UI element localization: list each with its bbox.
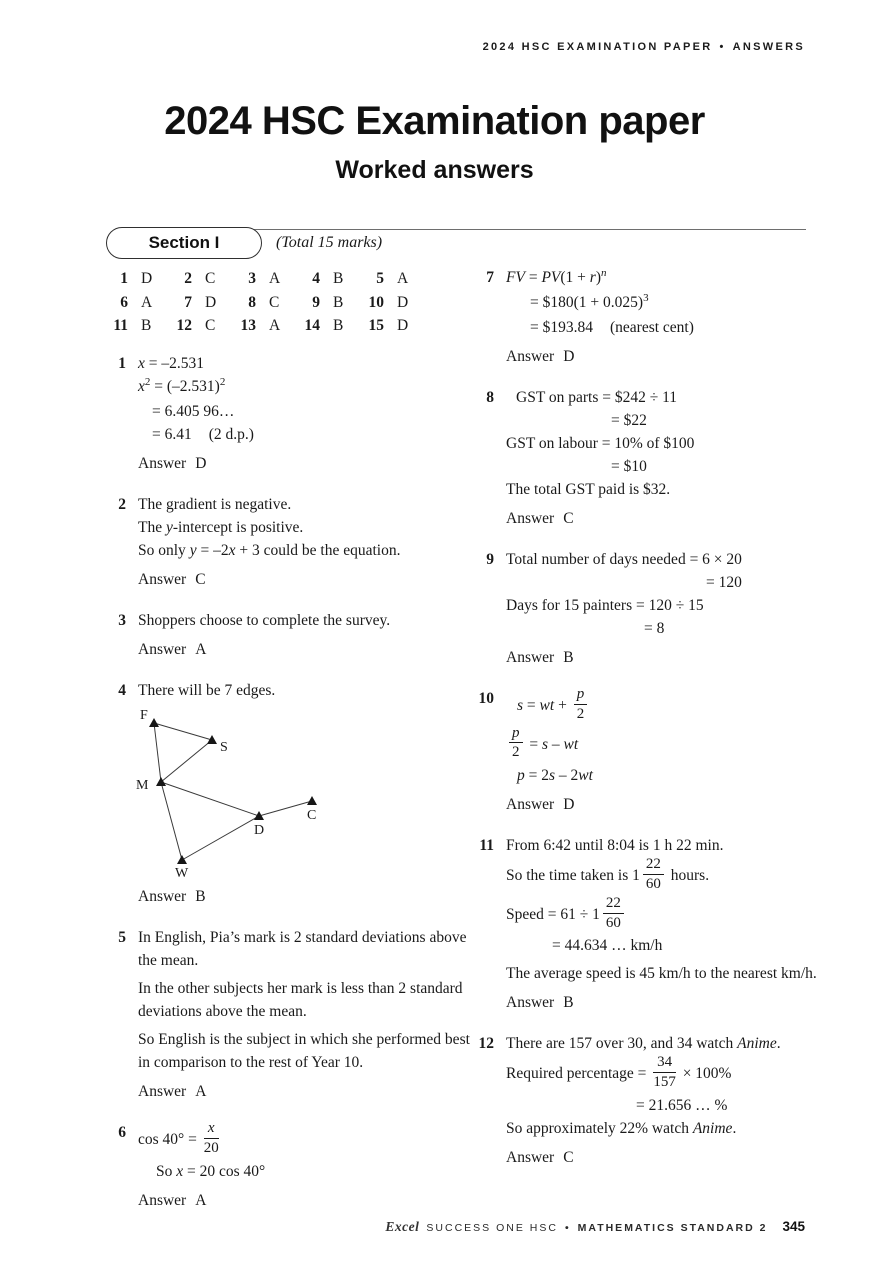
section-header xyxy=(106,227,806,261)
fraction-numerator: p xyxy=(509,725,523,744)
question-6 xyxy=(100,1121,472,1212)
answer-letter: D xyxy=(195,455,207,472)
grid-number: 15 xyxy=(368,317,384,334)
grid-cell xyxy=(234,315,298,338)
question-7 xyxy=(468,266,824,368)
text-line: There will be 7 edges. xyxy=(138,682,276,699)
math-line xyxy=(138,375,472,400)
grid-letter: A xyxy=(269,270,281,287)
edge-M-W xyxy=(161,782,182,860)
question-number: 3 xyxy=(118,612,126,629)
question-1 xyxy=(100,352,472,475)
grid-letter: A xyxy=(141,293,153,311)
answer-letter: B xyxy=(563,994,574,1012)
answer-line xyxy=(506,646,824,669)
answer-line xyxy=(138,885,472,908)
grid-number: 8 xyxy=(248,293,256,311)
fraction-denominator: 157 xyxy=(653,1074,676,1091)
fraction-denominator: 20 xyxy=(203,1139,219,1156)
answer-label: Answer xyxy=(506,994,555,1012)
grid-letter: B xyxy=(333,317,344,334)
math-note: (nearest cent) xyxy=(610,319,694,336)
network-graph-figure xyxy=(134,707,344,879)
math-line: Total number of days needed = 6 × 20 xyxy=(506,551,742,568)
question-body xyxy=(138,609,472,661)
edge-M-S xyxy=(161,740,212,782)
text-line: From 6:42 until 8:04 is 1 h 22 min. xyxy=(506,837,724,855)
grid-letter: C xyxy=(205,270,216,287)
grid-letter: B xyxy=(333,270,344,287)
grid-number: 4 xyxy=(312,270,320,287)
math-line: = 21.656 … % xyxy=(636,1096,728,1114)
math-text: = xyxy=(525,735,542,753)
grid-number: 11 xyxy=(113,317,128,334)
running-header-left: 2024 HSC EXAMINATION PAPER xyxy=(482,41,713,53)
math-text: = $180(1 + 0.025) xyxy=(530,294,644,311)
text: So approximately 22% watch xyxy=(506,1119,693,1137)
footer-subject: MATHEMATICS STANDARD 2 xyxy=(577,1222,768,1234)
answer-letter: B xyxy=(195,888,206,905)
grid-number: 9 xyxy=(312,293,320,311)
question-number: 5 xyxy=(118,929,126,946)
text-line: Shoppers choose to complete the survey. xyxy=(138,612,391,629)
question-body xyxy=(138,679,472,908)
answer-letter: C xyxy=(563,1148,574,1166)
paragraph: In English, Pia’s mark is 2 standard deviations above the mean. xyxy=(138,929,467,969)
math-line xyxy=(138,1121,472,1160)
math-text: = 2 xyxy=(524,767,549,785)
answer-letter: C xyxy=(195,571,206,588)
answer-letter: B xyxy=(563,649,574,666)
math-line: = 44.634 … km/h xyxy=(552,937,663,955)
math-var: wt xyxy=(563,735,579,753)
math-var: s xyxy=(517,696,524,714)
fraction xyxy=(204,1120,219,1157)
grid-cell xyxy=(106,292,170,315)
math-text: So xyxy=(156,1162,177,1180)
answer-label: Answer xyxy=(506,649,555,666)
section-total-marks: (Total 15 marks) xyxy=(276,234,383,251)
math-var: p xyxy=(517,767,525,785)
math-line xyxy=(530,291,824,316)
math-line: = 120 xyxy=(706,574,742,591)
math-line xyxy=(506,1055,824,1094)
question-10 xyxy=(468,687,824,816)
superscript: 2 xyxy=(144,376,151,388)
italic-text: Anime xyxy=(692,1119,733,1137)
text-line xyxy=(506,1032,824,1055)
fraction-numerator: x xyxy=(204,1120,219,1139)
math-text: hours. xyxy=(666,867,710,885)
grid-number: 5 xyxy=(376,270,384,287)
vertex-C xyxy=(307,796,317,805)
math-text: = –2.531 xyxy=(144,355,205,372)
grid-number: 10 xyxy=(368,293,384,311)
math-var: y xyxy=(165,519,173,536)
text: There are 157 over 30, and 34 watch xyxy=(506,1035,738,1053)
edge-M-D xyxy=(161,782,259,816)
grid-cell xyxy=(298,315,362,338)
grid-number: 3 xyxy=(248,270,256,287)
math-line: Days for 15 painters = 120 ÷ 15 xyxy=(506,597,704,614)
vertex-F xyxy=(149,718,159,727)
answer-line xyxy=(138,638,472,661)
question-body xyxy=(138,493,472,591)
math-line xyxy=(506,726,824,765)
math-var: s xyxy=(549,767,556,785)
answer-line xyxy=(138,568,472,591)
fraction-denominator: 2 xyxy=(512,744,520,761)
question-body xyxy=(506,548,824,669)
math-var: x xyxy=(138,378,145,395)
text-line xyxy=(506,1117,824,1140)
question-number: 9 xyxy=(486,551,494,568)
fraction xyxy=(643,856,664,893)
answer-label: Answer xyxy=(138,455,187,472)
answer-label: Answer xyxy=(506,796,555,814)
text: + 3 could be the equation. xyxy=(235,542,401,559)
superscript: n xyxy=(601,267,607,279)
fraction xyxy=(509,725,523,762)
vertex-M xyxy=(156,777,166,786)
question-body xyxy=(506,834,824,1014)
math-text: = xyxy=(524,269,542,286)
grid-letter: B xyxy=(333,293,344,311)
superscript: 2 xyxy=(219,376,226,388)
math-var: s xyxy=(542,735,549,753)
answer-letter: C xyxy=(563,510,574,527)
grid-letter: C xyxy=(269,293,280,311)
math-var: wt xyxy=(578,767,593,785)
math-text: So the time taken is 1 xyxy=(506,867,640,885)
fraction xyxy=(653,1054,676,1091)
grid-letter: C xyxy=(205,317,216,334)
grid-cell xyxy=(170,292,234,315)
edge-F-S xyxy=(154,723,212,740)
grid-cell xyxy=(234,268,298,291)
math-text: Speed = 61 ÷ 1 xyxy=(506,905,600,923)
question-number: 1 xyxy=(118,355,126,372)
answer-line xyxy=(506,345,824,368)
grid-cell xyxy=(170,315,234,338)
fraction xyxy=(603,895,624,932)
text: = –2 xyxy=(196,542,229,559)
question-2 xyxy=(100,493,472,591)
grid-letter: A xyxy=(397,270,409,287)
math-var: wt xyxy=(539,696,555,714)
vertex-label-D: D xyxy=(254,823,265,838)
text: -intercept is positive. xyxy=(172,519,304,536)
grid-cell xyxy=(362,268,426,291)
math-text: (1 + xyxy=(560,269,590,286)
math-text: = 6.405 96… xyxy=(152,403,235,420)
question-number: 6 xyxy=(118,1124,126,1141)
vertex-label-C: C xyxy=(307,808,317,823)
question-body xyxy=(138,352,472,475)
answer-label: Answer xyxy=(138,571,187,588)
paragraph: So English is the subject in which she performed best in comparison to the rest of Year 10. xyxy=(138,1031,470,1071)
answer-line xyxy=(506,991,824,1014)
math-var: y xyxy=(189,542,197,559)
answer-line xyxy=(138,452,472,475)
answer-label: Answer xyxy=(138,1191,187,1209)
math-line xyxy=(506,896,824,935)
question-9 xyxy=(468,548,824,669)
vertex-W xyxy=(177,855,187,864)
answer-label: Answer xyxy=(138,888,187,905)
math-text: × 100% xyxy=(678,1065,732,1083)
text-line: The total GST paid is $32. xyxy=(506,481,671,498)
math-text: = (–2.531) xyxy=(150,378,220,395)
answer-letter: D xyxy=(563,348,575,365)
italic-text: Anime xyxy=(737,1035,777,1053)
math-var: x xyxy=(138,355,145,372)
math-line: = $22 xyxy=(611,412,647,429)
vertex-S xyxy=(207,735,217,744)
math-var: x xyxy=(228,542,236,559)
grid-letter: B xyxy=(141,317,152,334)
question-body xyxy=(138,926,472,1103)
math-line xyxy=(530,316,824,339)
text-line xyxy=(138,539,472,562)
vertex-label-F: F xyxy=(140,708,148,723)
grid-cell xyxy=(106,315,170,338)
grid-cell xyxy=(234,292,298,315)
math-line xyxy=(506,266,824,291)
question-number: 12 xyxy=(478,1035,494,1053)
math-text: – xyxy=(548,735,564,753)
vertex-label-S: S xyxy=(220,740,228,755)
math-text: = 6.41 xyxy=(152,426,192,443)
vertex-label-W: W xyxy=(175,866,189,879)
question-5 xyxy=(100,926,472,1103)
fraction-numerator: 34 xyxy=(653,1054,676,1073)
math-line xyxy=(156,1160,472,1183)
running-header-right: ANSWERS xyxy=(732,41,805,53)
answer-letter: A xyxy=(195,1083,207,1100)
answer-line xyxy=(138,1189,472,1212)
fraction-denominator: 60 xyxy=(645,875,661,892)
math-line: = $10 xyxy=(611,458,647,475)
edge-D-C xyxy=(259,801,312,816)
grid-letter: D xyxy=(397,317,409,334)
text-line: The gradient is negative. xyxy=(138,496,292,513)
math-text: Required percentage = xyxy=(506,1065,651,1083)
math-line xyxy=(506,857,824,896)
fraction-denominator: 60 xyxy=(605,914,621,931)
grid-number: 2 xyxy=(184,270,192,287)
math-line xyxy=(152,423,472,446)
question-body xyxy=(506,386,824,530)
page-title: 2024 HSC Examination paper xyxy=(164,99,705,143)
grid-number: 14 xyxy=(304,317,320,334)
grid-cell xyxy=(362,292,426,315)
answer-label: Answer xyxy=(506,510,555,527)
math-var: FV xyxy=(506,269,525,286)
math-line xyxy=(152,400,472,423)
question-body xyxy=(506,266,824,368)
math-line: = 8 xyxy=(644,620,665,637)
grid-letter: A xyxy=(269,317,281,334)
fraction xyxy=(574,686,588,723)
text-line xyxy=(138,516,472,539)
answer-grid xyxy=(106,268,426,338)
grid-number: 13 xyxy=(240,317,256,334)
grid-number: 6 xyxy=(120,293,128,311)
answer-label: Answer xyxy=(138,1083,187,1100)
question-11 xyxy=(468,834,824,1014)
answer-letter: A xyxy=(195,1191,207,1209)
paragraph: The average speed is 45 km/h to the nearest km/h. xyxy=(506,965,817,983)
question-number: 10 xyxy=(478,690,494,707)
grid-cell xyxy=(298,292,362,315)
footer-series: SUCCESS ONE HSC xyxy=(426,1222,558,1234)
text: . xyxy=(776,1035,781,1053)
header-bullet: • xyxy=(719,41,726,53)
right-column xyxy=(468,266,824,1187)
answer-label: Answer xyxy=(506,348,555,365)
answer-letter: D xyxy=(563,796,575,814)
grid-number: 1 xyxy=(120,270,128,287)
question-4 xyxy=(100,679,472,908)
math-line xyxy=(517,764,824,787)
answer-letter: A xyxy=(195,641,207,658)
math-text: ) xyxy=(595,269,601,286)
math-line: GST on labour = 10% of $100 xyxy=(506,435,695,452)
answer-line xyxy=(506,1146,824,1169)
math-line xyxy=(138,352,472,375)
math-var: r xyxy=(589,269,596,286)
math-text: = $193.84 xyxy=(530,319,593,336)
page-subtitle: Worked answers xyxy=(335,156,534,184)
vertex-label-M: M xyxy=(136,778,149,793)
left-column xyxy=(100,352,472,1230)
grid-cell xyxy=(298,268,362,291)
grid-cell xyxy=(362,315,426,338)
grid-number: 7 xyxy=(184,293,192,311)
fraction-numerator: 22 xyxy=(643,856,664,875)
question-number: 7 xyxy=(486,269,494,286)
answer-line xyxy=(506,793,824,816)
question-number: 4 xyxy=(118,682,126,699)
grid-cell xyxy=(106,268,170,291)
question-body xyxy=(506,1032,824,1169)
answer-line xyxy=(506,507,824,530)
question-3 xyxy=(100,609,472,661)
math-line xyxy=(517,687,824,726)
running-header xyxy=(483,41,805,53)
question-number: 2 xyxy=(118,496,126,513)
math-line: GST on parts = $242 ÷ 11 xyxy=(516,389,678,406)
math-text: + xyxy=(554,696,571,714)
grid-cell xyxy=(170,268,234,291)
question-body xyxy=(138,1121,472,1212)
math-var: PV xyxy=(541,269,561,286)
question-body xyxy=(506,687,824,816)
math-text: – 2 xyxy=(555,767,579,785)
answer-label: Answer xyxy=(138,641,187,658)
edge-W-D xyxy=(182,816,259,860)
edge-F-M xyxy=(154,723,161,782)
question-12 xyxy=(468,1032,824,1169)
fraction-numerator: 22 xyxy=(603,895,624,914)
superscript: 3 xyxy=(643,292,649,304)
question-number: 8 xyxy=(486,389,494,406)
question-8 xyxy=(468,386,824,530)
math-note: (2 d.p.) xyxy=(208,426,254,443)
question-number: 11 xyxy=(479,837,494,855)
fraction-denominator: 2 xyxy=(576,705,585,722)
footer-bullet: • xyxy=(564,1222,571,1234)
fraction-numerator: p xyxy=(574,686,588,705)
math-text: = 20 cos 40° xyxy=(183,1162,266,1180)
text: The xyxy=(138,519,166,536)
grid-number: 12 xyxy=(176,317,192,334)
answer-line xyxy=(138,1080,472,1103)
page-number: 345 xyxy=(782,1219,805,1234)
grid-letter: D xyxy=(141,270,153,287)
text: . xyxy=(732,1119,737,1137)
text: So only xyxy=(138,542,190,559)
math-text: = xyxy=(523,696,540,714)
section-label: Section I xyxy=(148,233,220,252)
grid-letter: D xyxy=(205,293,217,311)
section-pill xyxy=(106,227,262,259)
grid-letter: D xyxy=(397,293,409,311)
brand-logo: Excel xyxy=(385,1219,420,1234)
paragraph: In the other subjects her mark is less than 2 standard deviations above the mean. xyxy=(138,980,463,1020)
math-text: cos 40° = xyxy=(138,1130,201,1148)
math-var: x xyxy=(176,1162,184,1180)
page-footer xyxy=(385,1219,805,1235)
answer-label: Answer xyxy=(506,1148,555,1166)
